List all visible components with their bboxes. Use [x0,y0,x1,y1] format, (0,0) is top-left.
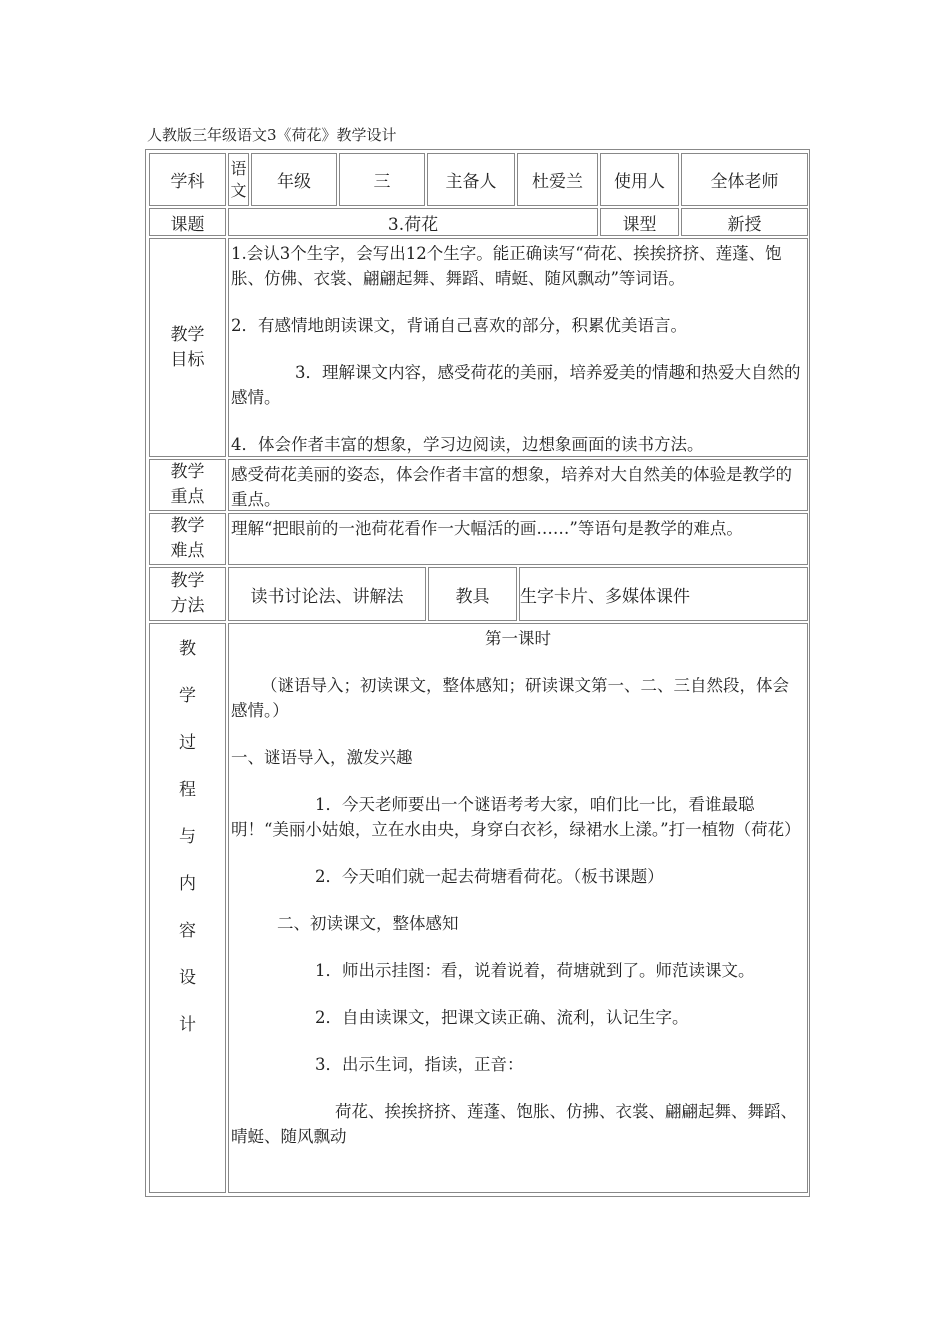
process-label-char: 容 [179,921,196,941]
method-value: 读书讨论法、讲解法 [228,567,426,621]
section-1-heading: 一、谜语导入，激发兴趣 [231,748,413,767]
tools-label: 教具 [428,567,517,621]
lesson-type-value: 新授 [681,208,808,236]
goal-item-3: 3．理解课文内容，感受荷花的美丽，培养爱美的情趣和热爱大自然的感情。 [231,363,801,407]
lesson-title: 第一课时 [485,629,551,648]
goal-item-4: 4．体会作者丰富的想象，学习边阅读，边想象画面的读书方法。 [231,435,704,454]
section-2-heading: 二、初读课文，整体感知 [277,914,459,933]
difficulty-label-line1: 教学 [170,516,205,536]
subject-label: 学科 [149,153,226,206]
section-1-item-2: 2．今天咱们就一起去荷塘看荷花。（板书课题） [315,867,664,886]
process-label-char: 设 [179,968,196,988]
process-content [228,623,808,1193]
section-2-item-2: 2．自由读课文，把课文读正确、流利，认记生字。 [315,1008,689,1027]
lesson-plan-table [145,149,810,1197]
section-2-item-1: 1．师出示挂图：看，说着说着，荷塘就到了。师范读课文。 [315,961,755,980]
process-label-char: 与 [179,827,196,847]
section-2-item-3: 3．出示生词，指读，正音： [315,1055,524,1074]
method-label-line1: 教学 [170,571,205,591]
topic-label: 课题 [149,208,226,236]
difficulty-content: 理解“把眼前的一池荷花看作一大幅活的画……”等语句是教学的难点。 [228,513,808,565]
difficulty-label-line2: 难点 [170,541,205,561]
process-label-char: 过 [179,733,196,753]
user-label: 使用人 [600,153,679,206]
method-label-line2: 方法 [170,596,205,616]
difficulty-label [149,513,226,565]
key-point-label [149,459,226,511]
user-value: 全体老师 [681,153,808,206]
goals-label [149,238,226,457]
grade-value: 三 [339,153,425,206]
key-point-label-line1: 教学 [170,462,205,482]
goal-item-1: 1.会认3个生字，会写出12个生字。能正确读写“荷花、挨挨挤挤、莲蓬、饱胀、仿佛、衣裳、翩翩起舞、舞蹈、晴蜓、随风飘动”等词语。 [231,244,782,288]
process-label-char: 程 [179,780,196,800]
key-point-label-line2: 重点 [170,487,205,507]
goals-content [228,238,808,457]
process-label-char: 内 [179,874,196,894]
process-label-char: 学 [179,686,196,706]
goals-label-line2: 目标 [170,349,205,370]
lesson-type-label: 课型 [600,208,679,236]
goal-item-2: 2．有感情地朗读课文，背诵自己喜欢的部分，积累优美语言。 [231,316,687,335]
lesson-intro: （谜语导入；初读课文，整体感知；研读课文第一、二、三自然段，体会感情。） [231,676,789,720]
lead-teacher-value: 杜爱兰 [517,153,598,206]
section-1-item-1: 1．今天老师要出一个谜语考考大家，咱们比一比，看谁最聪明！“美丽小姑娘，立在水由央，身穿白衣衫，绿裙水上漾。”打一植物（荷花） [231,795,801,839]
process-label-char: 计 [179,1015,196,1035]
topic-value: 3.荷花 [228,208,598,236]
method-label [149,567,226,621]
document-title: 人教版三年级语文3《荷花》教学设计 [147,126,397,144]
lead-teacher-label: 主备人 [427,153,515,206]
section-2-words: 荷花、挨挨挤挤、莲蓬、饱胀、仿拂、衣裳、翩翩起舞、舞蹈、晴蜓、随风飘动 [231,1102,797,1146]
process-label-char: 教 [179,639,196,659]
key-point-content: 感受荷花美丽的姿态，体会作者丰富的想象，培养对大自然美的体验是教学的重点。 [228,459,808,511]
goals-label-line1: 教学 [170,324,205,345]
tools-value: 生字卡片、多媒体课件 [519,567,808,621]
process-label [149,623,226,1193]
grade-label: 年级 [251,153,337,206]
subject-value: 语文 [228,153,249,206]
